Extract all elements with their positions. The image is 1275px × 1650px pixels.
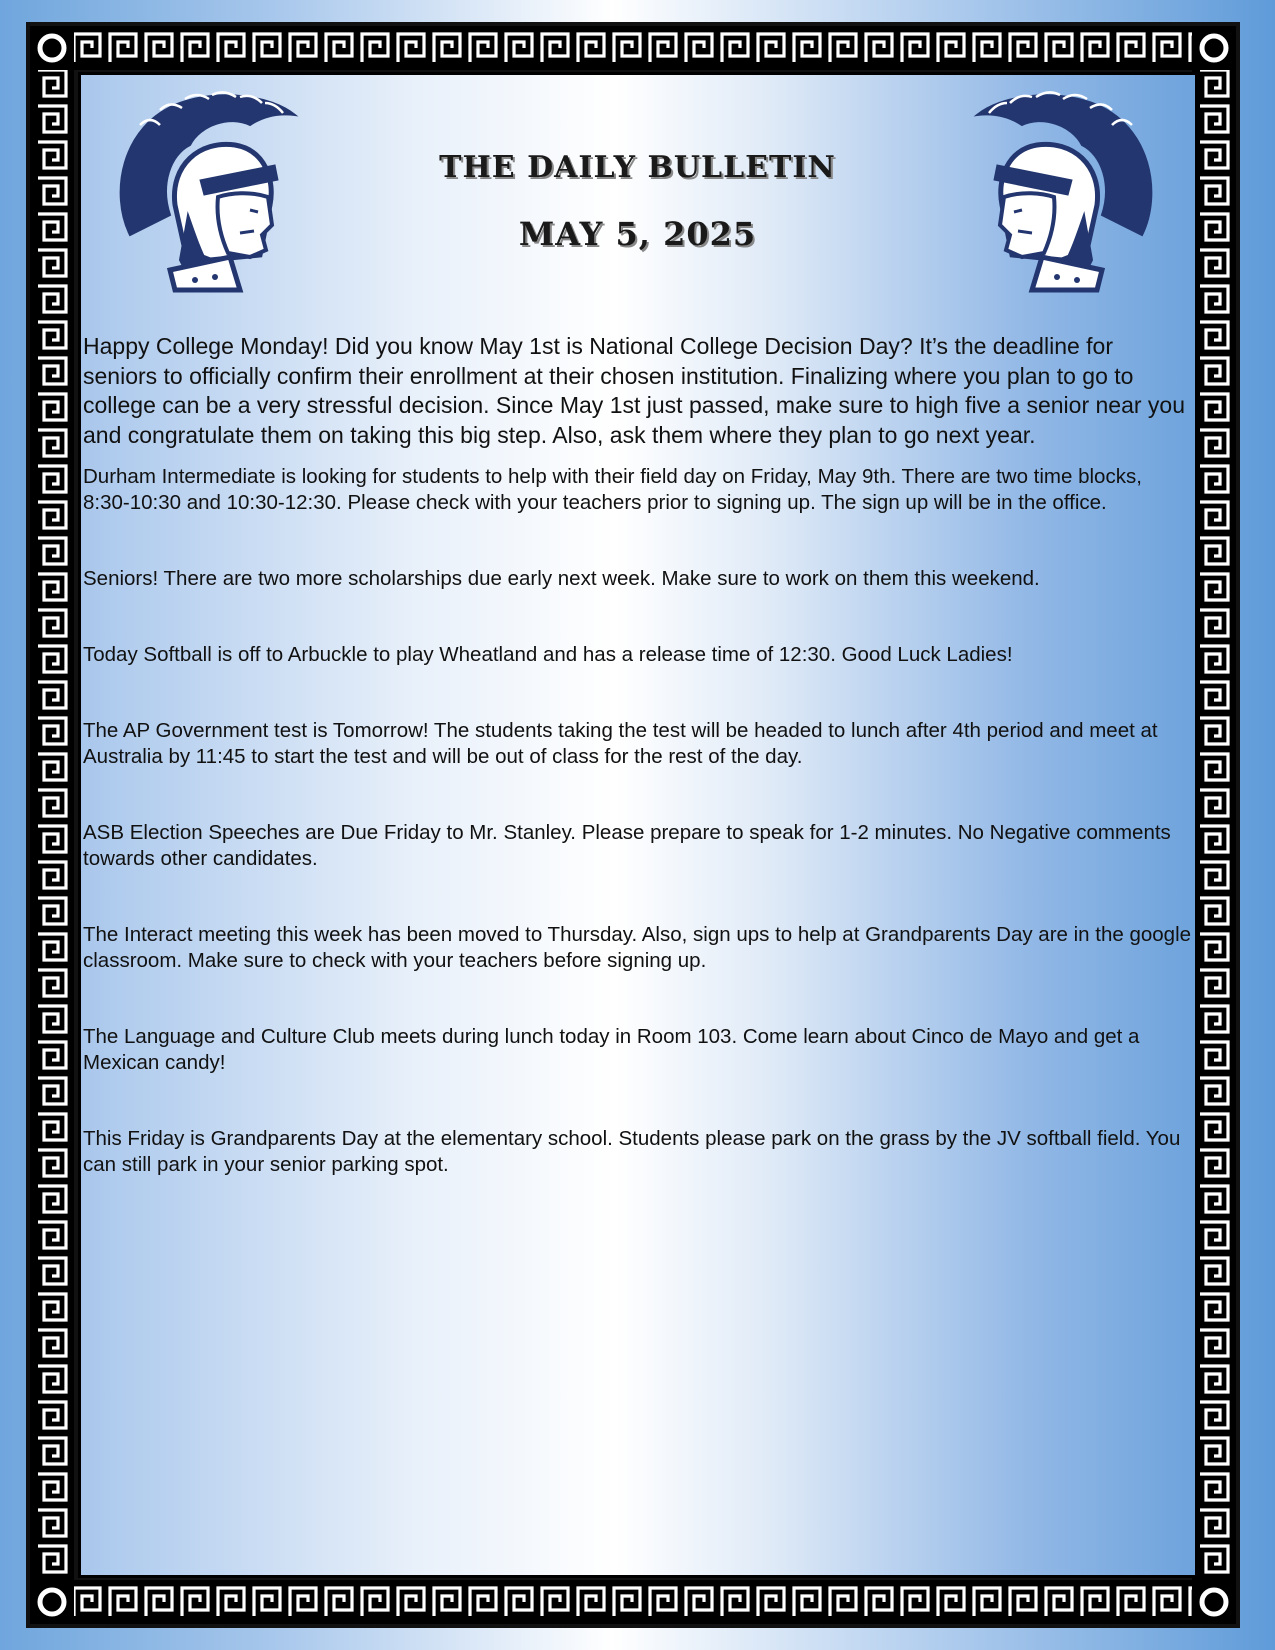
announcements-list bbox=[83, 332, 1193, 1178]
announcement-paragraph: Today Softball is off to Arbuckle to play Wheatland and has a release time of 12:30. Good Luck Ladies! bbox=[83, 643, 1013, 666]
trojan-helmet-icon bbox=[962, 85, 1172, 295]
corner-ring-icon bbox=[30, 26, 74, 70]
corner-ring-icon bbox=[30, 1580, 74, 1624]
corner-ring-icon bbox=[1192, 26, 1236, 70]
trojan-helmet-icon bbox=[100, 85, 310, 295]
border-right bbox=[1192, 66, 1236, 1584]
announcement-paragraph: Durham Intermediate is looking for students to help with their field day on Friday, May 9th. There are two time blocks, 8:30-10:30 and 10:30-12:30. Please check with your teachers prior to signing up. The sign up will be in the office. bbox=[83, 465, 1142, 514]
bulletin-title: THE DAILY BULLETIN bbox=[439, 150, 836, 185]
announcement-paragraph: The Language and Culture Club meets during lunch today in Room 103. Come learn about Cinco de Mayo and get a Mexican candy! bbox=[83, 1025, 1140, 1074]
corner-ring-icon bbox=[1192, 1580, 1236, 1624]
announcement-paragraph: This Friday is Grandparents Day at the elementary school. Students please park on the grass by the JV softball field. You can still park in your senior parking spot. bbox=[83, 1127, 1181, 1176]
border-top bbox=[70, 26, 1196, 70]
announcement-paragraph: The Interact meeting this week has been moved to Thursday. Also, sign ups to help at Grandparents Day are in the google classroom. Make sure to check with your teachers before signing up. bbox=[83, 923, 1192, 972]
announcement-paragraph: Happy College Monday! Did you know May 1st is National College Decision Day? It’s the deadline for seniors to officially confirm their enrollment at their chosen institution. Finalizing where you plan to go to college can be a very stressful decision. Since May 1st just passed, make sure to high five a senior near you and congratulate them on taking this big step. Also, ask them where they plan to go next year. bbox=[83, 333, 1186, 448]
announcement-paragraph: The AP Government test is Tomorrow! The students taking the test will be headed to lunch after 4th period and meet at Australia by 11:45 to start the test and will be out of class for the rest of the day. bbox=[83, 719, 1158, 768]
border-bottom bbox=[70, 1580, 1196, 1624]
border-left bbox=[30, 66, 74, 1584]
announcement-paragraph: Seniors! There are two more scholarships due early next week. Make sure to work on them this weekend. bbox=[83, 567, 1040, 590]
announcement-paragraph: ASB Election Speeches are Due Friday to Mr. Stanley. Please prepare to speak for 1-2 minutes. No Negative comments towards other candidates. bbox=[83, 821, 1171, 870]
bulletin-date: MAY 5, 2025 bbox=[518, 215, 757, 253]
